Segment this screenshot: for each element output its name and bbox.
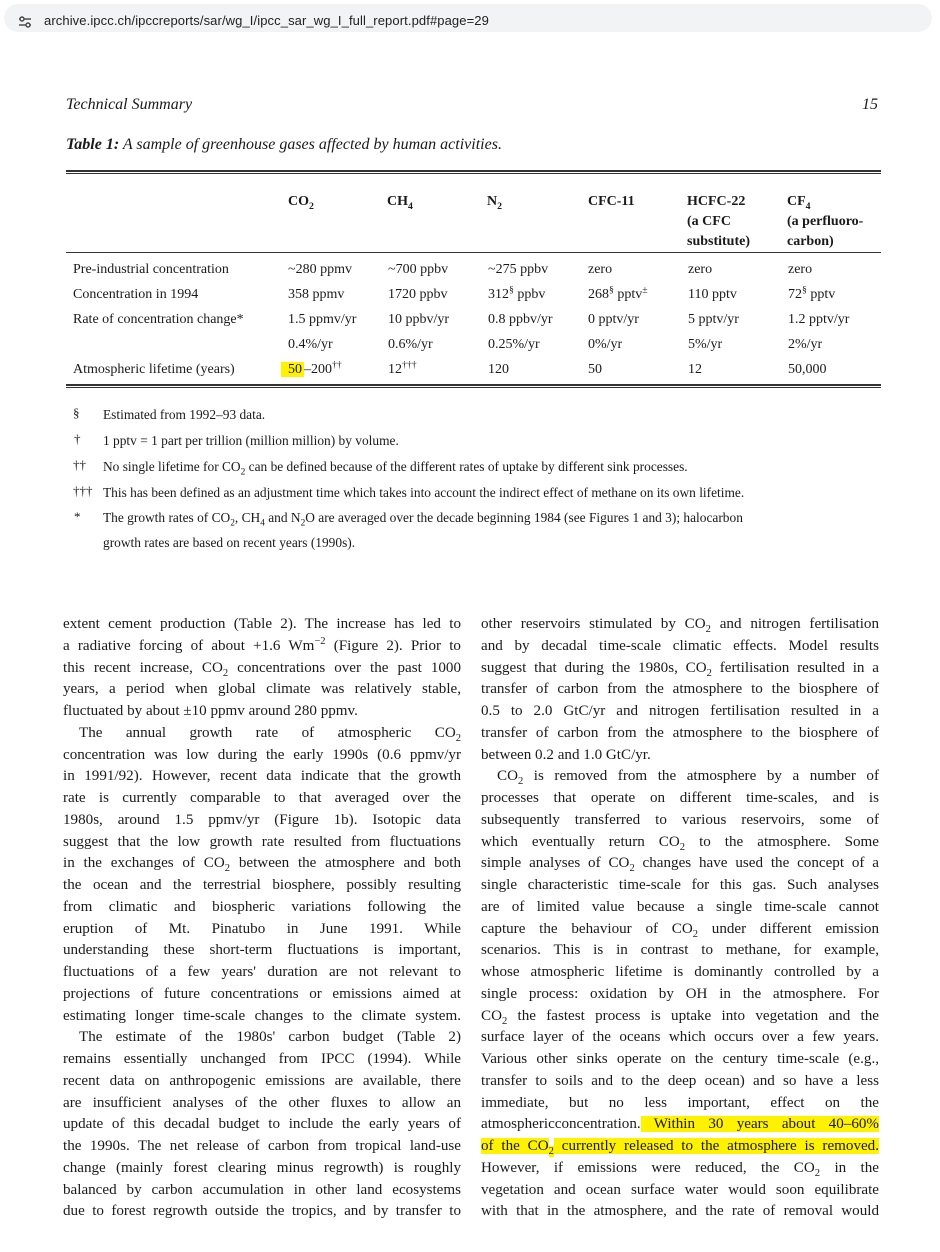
running-header: Technical Summary (66, 96, 193, 113)
text-line: 1980s, around 1.5 ppmv/yr (Figure 1b). Isotopic data (63, 811, 461, 828)
table-cell: 110 pptv (688, 287, 737, 302)
text-line: atmosphericconcentration. Within 30 years about 40–60% (481, 1116, 879, 1133)
footnote-mark: ††† (73, 483, 93, 498)
text-line: The annual growth rate of atmospheric $CO_2$ (79, 724, 461, 744)
text-line: scenarios. This is in contrast to methane, for example, (481, 942, 879, 959)
table-cell: 12 (688, 362, 702, 377)
text-line: with that in the atmosphere, and the rate of removal would (481, 1203, 879, 1220)
text-line: in the exchanges of $CO_2$ between the atmosphere and both (63, 855, 461, 875)
table-cell: 2%/yr (788, 337, 823, 352)
table-cell: ~280 ppmv (288, 262, 352, 277)
text-line: the ocean and the terrestrial biosphere, possibly resulting (63, 877, 461, 893)
table-top-rule (66, 170, 881, 172)
url-text[interactable]: archive.ipcc.ch/ipccreports/sar/wg_I/ipcc_sar_wg_I_full_report.pdf#page=29 (44, 13, 489, 28)
table-cell: 50 (588, 362, 602, 377)
text-line: in 1991/92). However, recent data indicate that the growth (63, 768, 461, 785)
table-cell: ~700 ppbv (388, 262, 449, 277)
table-caption-text: A sample of greenhouse gases affected by human activities. (122, 136, 502, 153)
text-line: However, if emissions were reduced, the $CO_2$ in the (481, 1159, 879, 1179)
text-line: extent cement production (Table 2). The increase has led to (63, 616, 461, 632)
footnote: The growth rates of $CO_2$, $CH_4$ and $N_2O$ are averaged over the decade beginning 1984 (see Figures 1 and 3); halocarbon growth rates are based on recent years (1990s). (103, 510, 743, 550)
text-line: projections of future concentrations or emissions aimed at (63, 985, 461, 1002)
table-cell: 10 ppbv/yr (388, 312, 450, 327)
row-label-1994: Concentration in 1994 (73, 287, 199, 302)
table-cell: 0%/yr (588, 337, 623, 352)
table-cell: 0.8 ppbv/yr (488, 312, 553, 327)
table-cell-highlighted: 50 –200†† (281, 360, 342, 380)
text-line: rate is currently comparable to that averaged over the (63, 790, 461, 806)
table-cell: 0.25%/yr (488, 337, 540, 352)
text-line: suggest that the low growth rate resulted from fluctuations (63, 833, 461, 850)
table-caption (66, 136, 502, 154)
col-header-cf4: $CF_4$ (a perfluoro- carbon) (787, 194, 864, 249)
text-line: from climatic and biospheric variations following the (63, 898, 461, 915)
text-line: surface layer of the oceans which occurs over a few years. (481, 1029, 879, 1046)
text-line: transfer of carbon from the atmosphere to the biosphere of (481, 681, 879, 698)
row-label-preindustrial: Pre-industrial concentration (73, 262, 229, 277)
footnote-mark: * (74, 509, 81, 524)
row-label-rate: Rate of concentration change* (73, 312, 244, 327)
text-line: $CO_2$ the fastest process is uptake into vegetation and the (481, 1007, 879, 1027)
footnote: Estimated from 1992–93 data. (103, 407, 266, 422)
text-line: simple analyses of $CO_2$ changes have used the concept of a (481, 855, 879, 875)
table-cell: 50,000 (788, 362, 827, 377)
text-line: due to forest regrowth outside the tropics, and by transfer to (63, 1203, 461, 1220)
table-bottom-rule-2 (66, 387, 881, 388)
text-line: single characteristic time-scale for this gas. Such analyses (481, 877, 879, 893)
table-caption-label: Table 1: (66, 136, 120, 153)
text-line: vegetation and ocean surface water would soon equilibrate (481, 1181, 879, 1198)
text-line: 0.5 to 2.0 GtC/yr and nitrogen fertilisation resulted in a (481, 703, 879, 719)
table-cell: zero (588, 262, 613, 277)
text-line: understanding these short-term fluctuations is important, (63, 942, 461, 959)
text-line: balanced by carbon accumulation in other land ecosystems (63, 1181, 461, 1198)
col-header-ch4: $CH_4$ (387, 194, 413, 212)
col-header-hcfc22: HCFC-22 (a CFC substitute) (687, 194, 751, 249)
text-line: fluctuations of a few years' duration are not relevant to (63, 964, 461, 980)
col-header-co2: $CO_2$ (288, 194, 314, 212)
col-header-n2: $N_2$ (487, 194, 503, 212)
text-line: of the $CO_2$ currently released to the atmosphere is removed. (481, 1138, 880, 1158)
table-bottom-rule (66, 384, 881, 386)
tune-icon[interactable] (18, 15, 32, 29)
table-cell: 1.2 pptv/yr (788, 312, 850, 327)
footnote: This has been defined as an adjustment time which takes into account the indirect effect of methane on its own lifetime. (103, 485, 745, 500)
text-line: are insufficient analyses of the other fluxes to allow an (63, 1094, 461, 1111)
text-line: transfer of carbon from the atmosphere to the biosphere of (481, 724, 879, 741)
table-cell: 0.4%/yr (288, 337, 333, 352)
text-line: change (mainly forest clearing minus regrowth) is roughly (63, 1159, 461, 1176)
footnote-mark: †† (73, 457, 86, 472)
table-cell: 0.6%/yr (388, 337, 433, 352)
browser-address-bar (0, 0, 940, 36)
text-line: suggest that during the 1980s, $CO_2$ fertilisation resulted in a (481, 659, 879, 679)
url-pill[interactable] (4, 4, 932, 32)
table-cell: 1720 ppbv (388, 287, 448, 302)
text-line: the 1990s. The net release of carbon from tropical land-use (63, 1138, 461, 1154)
footnote-mark: § (73, 405, 80, 420)
text-line: subsequently transferred to various reservoirs, some of (481, 811, 879, 828)
text-line: fluctuated by about ±10 ppmv around 280 ppmv. (63, 703, 358, 719)
table-cell: 358 ppmv (288, 287, 345, 302)
text-line: between 0.2 and 1.0 GtC/yr. (481, 746, 651, 763)
row-label-lifetime: Atmospheric lifetime (years) (73, 362, 235, 377)
text-line: The estimate of the 1980s' carbon budget (Table 2) (79, 1029, 461, 1046)
text-line: whose atmospheric lifetime is dominantly controlled by a (481, 964, 879, 980)
text-line: $CO_2$ is removed from the atmosphere by a number of (497, 768, 879, 788)
text-line: are of limited value because a single time-scale cannot (481, 898, 879, 915)
text-line: single process: oxidation by OH in the atmosphere. For (481, 985, 879, 1002)
text-line: eruption of Mt. Pinatubo in June 1991. While (63, 920, 461, 937)
table-cell: 312§ ppbv (488, 284, 546, 302)
table-cell: 120 (488, 362, 509, 377)
table-cell: 0 pptv/yr (588, 312, 639, 327)
col-header-cfc11: CFC-11 (588, 194, 635, 209)
text-line: concentration was low during the early 1990s (0.6 ppmv/yr (63, 746, 461, 763)
text-line: estimating longer time-scale changes to the climate system. (63, 1007, 461, 1024)
table-cell: ~275 ppbv (488, 262, 549, 277)
footnote: No single lifetime for $CO_2$ can be defined because of the different rates of uptake by different sink processes. (103, 459, 688, 478)
text-line: immediate, but no less important, effect on the (481, 1094, 879, 1111)
page-number: 15 (862, 96, 878, 113)
table-cell: 5 pptv/yr (688, 312, 739, 327)
table-cell: 72§ pptv (788, 284, 836, 302)
table-cell: 12††† (388, 359, 417, 377)
table-top-rule-2 (66, 173, 881, 174)
footnote-mark: † (74, 431, 81, 446)
pdf-page (0, 36, 940, 1252)
table-cell: zero (788, 262, 813, 277)
table-header-rule (66, 252, 881, 253)
text-line: which eventually return $CO_2$ to the atmosphere. Some (481, 833, 879, 853)
text-line: update of this decadal budget to include the early years of (63, 1116, 461, 1133)
text-line: Various other sinks operate on the century time-scale (e.g., (481, 1051, 879, 1067)
text-line: recent data on anthropogenic emissions are available, there (63, 1072, 461, 1089)
footnote: 1 pptv = 1 part per trillion (million million) by volume. (103, 433, 399, 448)
text-line: processes that operate on different time-scales, and is (481, 790, 879, 806)
table-cell: 5%/yr (688, 337, 723, 352)
table-cell: zero (688, 262, 713, 277)
table-cell: 1.5 ppmv/yr (288, 312, 357, 327)
text-line: this recent increase, $CO_2$ concentrations over the past 1000 (63, 659, 462, 679)
text-line: other reservoirs stimulated by $CO_2$ and nitrogen fertilisation (481, 616, 879, 636)
text-line: transfer to soils and to the deep ocean) and so have a less (481, 1072, 879, 1089)
table-cell: 268§ pptv± (588, 284, 648, 302)
text-line: a radiative forcing of about +1.6 $Wm^{-2}$ (Figure 2). Prior to (63, 635, 461, 654)
text-line: remains essentially unchanged from IPCC (1994). While (63, 1051, 461, 1067)
text-line: and by decadal time-scale climatic effects. Model results (481, 637, 879, 654)
text-line: capture the behaviour of $CO_2$ under different emission (481, 920, 879, 940)
text-line: years, a period when global climate was relatively stable, (63, 681, 461, 698)
